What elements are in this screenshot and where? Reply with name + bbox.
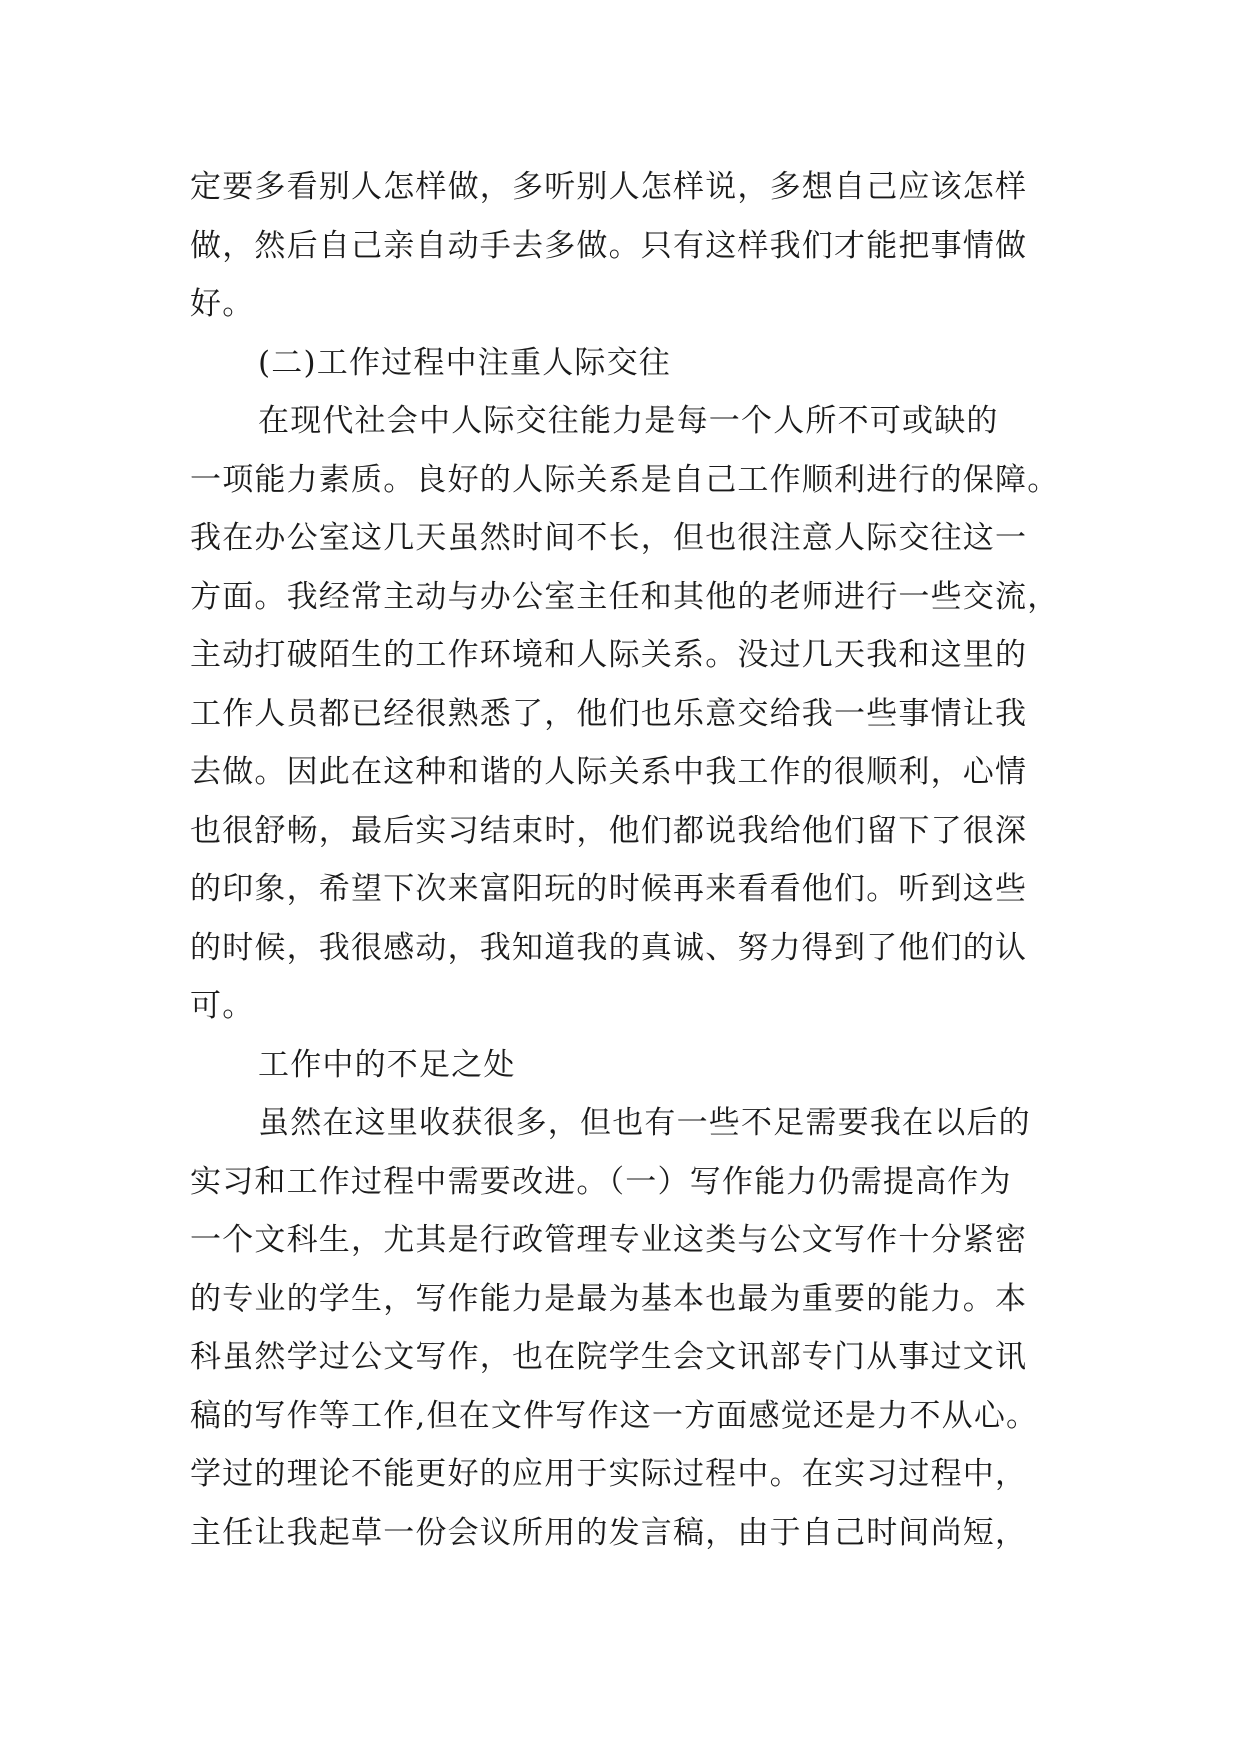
text-line: 去做。因此在这种和谐的人际关系中我工作的很顺利，心情 <box>190 754 1028 790</box>
text-line: 方面。我经常主动与办公室主任和其他的老师进行一些交流， <box>190 578 1060 615</box>
paragraph-start: 在现代社会中人际交往能力是每一个人所不可或缺的 <box>258 403 999 439</box>
text-line: 主动打破陌生的工作环境和人际关系。没过几天我和这里的 <box>190 637 1028 673</box>
text-line: 一项能力素质。良好的人际关系是自己工作顺利进行的保障。 <box>190 461 1060 498</box>
section-heading: 工作中的不足之处 <box>258 1046 516 1083</box>
text-line: 我在办公室这几天虽然时间不长，但也很注意人际交往这一 <box>190 520 1028 556</box>
text-line: 好。 <box>190 286 255 322</box>
text-line: 主任让我起草一份会议所用的发言稿，由于自己时间尚短， <box>190 1514 1028 1551</box>
paragraph-start: 虽然在这里收获很多，但也有一些不足需要我在以后的 <box>258 1105 1031 1141</box>
section-heading: (二)工作过程中注重人际交往 <box>258 344 671 381</box>
text-line: 工作人员都已经很熟悉了，他们也乐意交给我一些事情让我 <box>190 695 1028 732</box>
text-line: 稿的写作等工作,但在文件写作这一方面感觉还是力不从心。 <box>190 1397 1039 1434</box>
body-text <box>190 158 1060 1562</box>
text-line: 科虽然学过公文写作，也在院学生会文讯部专门从事过文讯 <box>190 1339 1028 1375</box>
text-line: 的时候，我很感动，我知道我的真诚、努力得到了他们的认 <box>190 929 1028 966</box>
text-line: 实习和工作过程中需要改进。（一）写作能力仍需提高作为 <box>190 1163 1012 1200</box>
text-line: 的印象，希望下次来富阳玩的时候再来看看他们。听到这些 <box>190 871 1028 907</box>
text-line: 学过的理论不能更好的应用于实际过程中。在实习过程中， <box>190 1456 1028 1492</box>
text-line: 也很舒畅，最后实习结束时，他们都说我给他们留下了很深 <box>190 812 1028 849</box>
text-line: 的专业的学生，写作能力是最为基本也最为重要的能力。本 <box>190 1280 1028 1317</box>
text-line: 做，然后自己亲自动手去多做。只有这样我们才能把事情做 <box>190 227 1028 264</box>
text-line: 一个文科生，尤其是行政管理专业这类与公文写作十分紧密 <box>190 1222 1028 1258</box>
text-line: 可。 <box>190 988 255 1024</box>
text-line: 定要多看别人怎样做，多听别人怎样说，多想自己应该怎样 <box>190 169 1028 205</box>
